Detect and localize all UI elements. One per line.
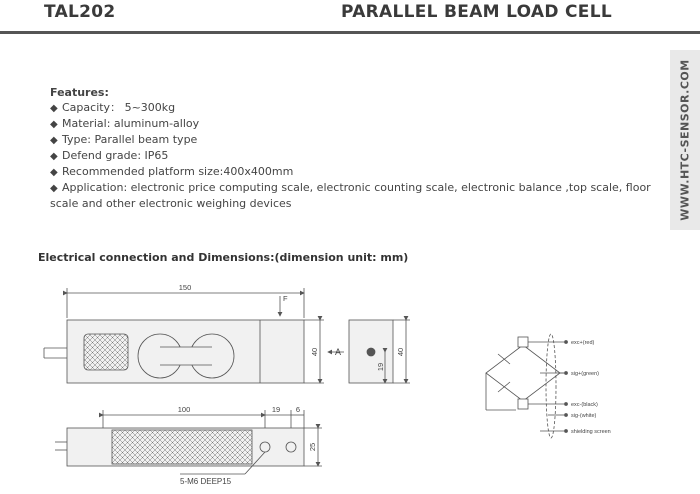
feature-item: ◆ Defend grade: IP65 <box>50 149 169 162</box>
dim-height-label: 40 <box>310 347 319 357</box>
website-label: WWW.HTC-SENSOR.COM <box>678 59 692 221</box>
dim-hole-b-label: 6 <box>295 405 301 414</box>
dim-end-offset-label: 19 <box>376 362 385 372</box>
wiring-diagram <box>486 334 568 438</box>
force-label: F <box>283 294 288 303</box>
front-view <box>44 288 344 383</box>
diamond-bullet-icon: ◆ <box>50 167 58 178</box>
wire-label: exc+(red) <box>571 340 595 346</box>
dim-hole-a-label: 19 <box>271 405 281 414</box>
dimensions-section-title: Electrical connection and Dimensions:(dimension unit: mm) <box>38 251 409 264</box>
view-arrow-label: A <box>335 347 342 357</box>
diamond-bullet-icon: ◆ <box>50 151 58 162</box>
diamond-bullet-icon: ◆ <box>50 119 58 130</box>
feature-item: ◆ Application: electronic price computing scale, electronic counting scale, electronic balance ,top scale, floor scale and other electronic weighing devices <box>50 181 651 210</box>
dim-width-label: 25 <box>308 442 317 452</box>
wire-label: sig+(green) <box>571 371 599 377</box>
model-number: TAL202 <box>44 2 116 22</box>
wire-label: exc-(black) <box>571 402 598 408</box>
feature-item: ◆ Recommended platform size:400x400mm <box>50 165 294 178</box>
page-title: PARALLEL BEAM LOAD CELL <box>341 2 612 22</box>
diamond-bullet-icon: ◆ <box>50 183 58 194</box>
wire-label: shielding screen <box>571 429 611 435</box>
dim-end-height-label: 40 <box>396 347 405 357</box>
features-title: Features: <box>50 86 109 99</box>
hole-note-label: 5-M6 DEEP15 <box>180 477 232 486</box>
wire-label: sig-(white) <box>571 413 597 419</box>
diamond-bullet-icon: ◆ <box>50 135 58 146</box>
feature-item: ◆ Type: Parallel beam type <box>50 133 198 146</box>
diamond-bullet-icon: ◆ <box>50 103 58 114</box>
feature-item: ◆ Material: aluminum-alloy <box>50 117 200 130</box>
top-view <box>55 410 322 474</box>
dim-length-label: 150 <box>178 283 192 292</box>
dim-hole-spacing-label: 100 <box>177 405 191 414</box>
feature-item: ◆ Capacity： 5~300kg <box>50 101 176 114</box>
